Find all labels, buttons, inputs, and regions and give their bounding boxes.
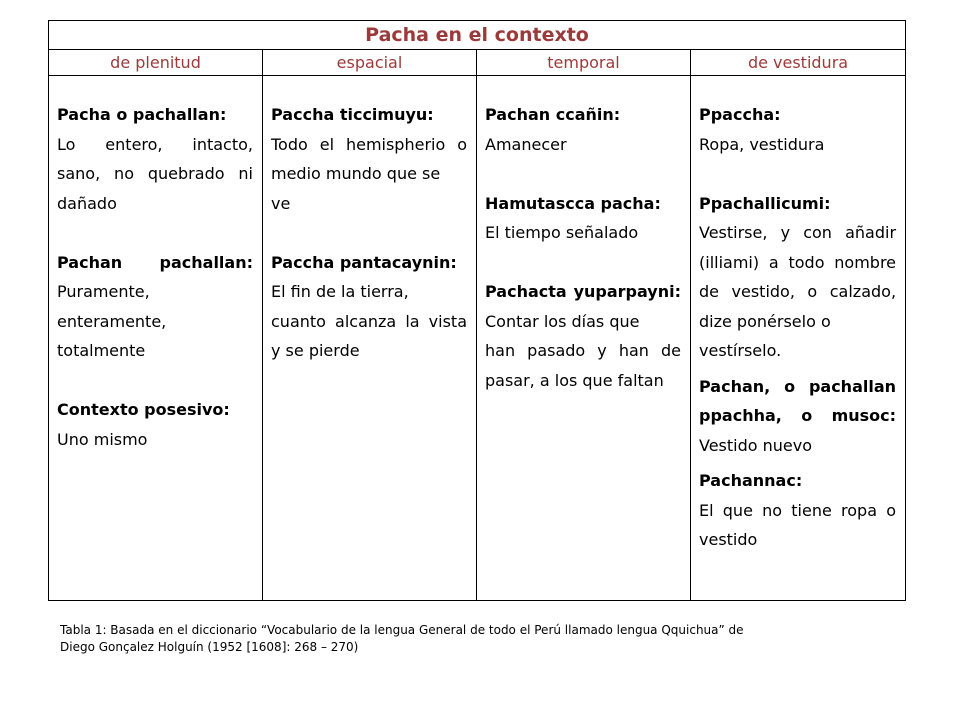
cell-espacial (263, 76, 477, 601)
spacer (485, 248, 681, 278)
cell-vestidura (691, 76, 906, 601)
entry-definition: El que no tiene ropa o (699, 500, 897, 520)
spacer (699, 159, 896, 189)
entry-definition: Contar los días que (485, 311, 640, 331)
entry-term: Paccha ticcimuyu: (271, 105, 434, 124)
spacer (57, 218, 253, 248)
cell-plenitud (49, 76, 263, 601)
pacha-table (48, 20, 906, 601)
entry-term: Pachan pachallan: (57, 252, 253, 272)
caption-line: Diego Gonçalez Holguín (1952 [1608]: 268 – 270) (60, 640, 359, 654)
entry-definition: dañado (57, 193, 117, 213)
spacer (485, 159, 681, 189)
entry-definition: (illiami) a todo nombre (699, 252, 897, 272)
entry-term: Pacha o pachallan: (57, 105, 227, 124)
entry-definition: cuanto alcanza la vista (271, 311, 467, 331)
entry-definition: El fin de la tierra, (271, 282, 409, 301)
header-row (49, 50, 906, 76)
caption-line: Tabla 1: Basada en el diccionario “Vocabulario de la lengua General de todo el Perú llamado lengua Qquichua” de (60, 623, 744, 637)
entry-definition: Uno mismo (57, 429, 148, 449)
entry-term: Pachacta yuparpayni: (485, 282, 681, 301)
entry-definition: El tiempo señalado (485, 223, 639, 242)
entry-definition: de vestido, o calzado, (699, 282, 897, 301)
column-header-temporal: temporal (477, 50, 691, 76)
entry-definition: medio mundo que se (271, 164, 441, 183)
column-header-espacial: espacial (263, 50, 477, 76)
entry-definition: Vestirse, y con añadir (699, 223, 897, 242)
entry-definition: ve (271, 193, 291, 213)
entry-definition: vestido (699, 530, 758, 549)
entry-term: Pachan, o pachallan (699, 376, 897, 396)
table-caption (60, 622, 880, 656)
entry-term: Paccha pantacaynin: (271, 252, 457, 272)
entry-term: Ppaccha: (699, 105, 781, 124)
entry-definition: pasar, a los que faltan (485, 370, 664, 390)
title-row (49, 21, 906, 50)
entry-term: Hamutascca pacha: (485, 193, 661, 213)
spacer (57, 366, 253, 396)
entry-definition: Puramente, (57, 282, 150, 301)
entry-definition: Vestido nuevo (699, 435, 813, 455)
entry-definition: Todo el hemispherio o (271, 134, 467, 154)
entry-definition: han pasado y han de (485, 341, 681, 360)
entry-term: Pachannac: (699, 471, 803, 490)
entry-term: Contexto posesivo: (57, 400, 230, 419)
entry-definition: vestírselo. (699, 341, 782, 360)
entry-definition: y se pierde (271, 341, 360, 360)
entry-term: Pachan ccañin: (485, 105, 621, 124)
entry-definition: Lo entero, intacto, (57, 134, 253, 154)
entry-term: Ppachallicumi: (699, 193, 831, 213)
entry-definition: enteramente, (57, 311, 167, 331)
entry-term: ppachha, o musoc: (699, 406, 897, 425)
table-title: Pacha en el contexto (49, 21, 906, 50)
entry-definition: dize ponérselo o (699, 311, 831, 331)
spacer (271, 218, 467, 248)
column-header-vestidura: de vestidura (691, 50, 906, 76)
entry-definition: Ropa, vestidura (699, 134, 825, 154)
entry-definition: Amanecer (485, 134, 567, 154)
entry-definition: sano, no quebrado ni (57, 164, 253, 183)
cell-temporal (477, 76, 691, 601)
column-header-plenitud: de plenitud (49, 50, 263, 76)
entry-definition: totalmente (57, 341, 146, 360)
body-row (49, 76, 906, 601)
